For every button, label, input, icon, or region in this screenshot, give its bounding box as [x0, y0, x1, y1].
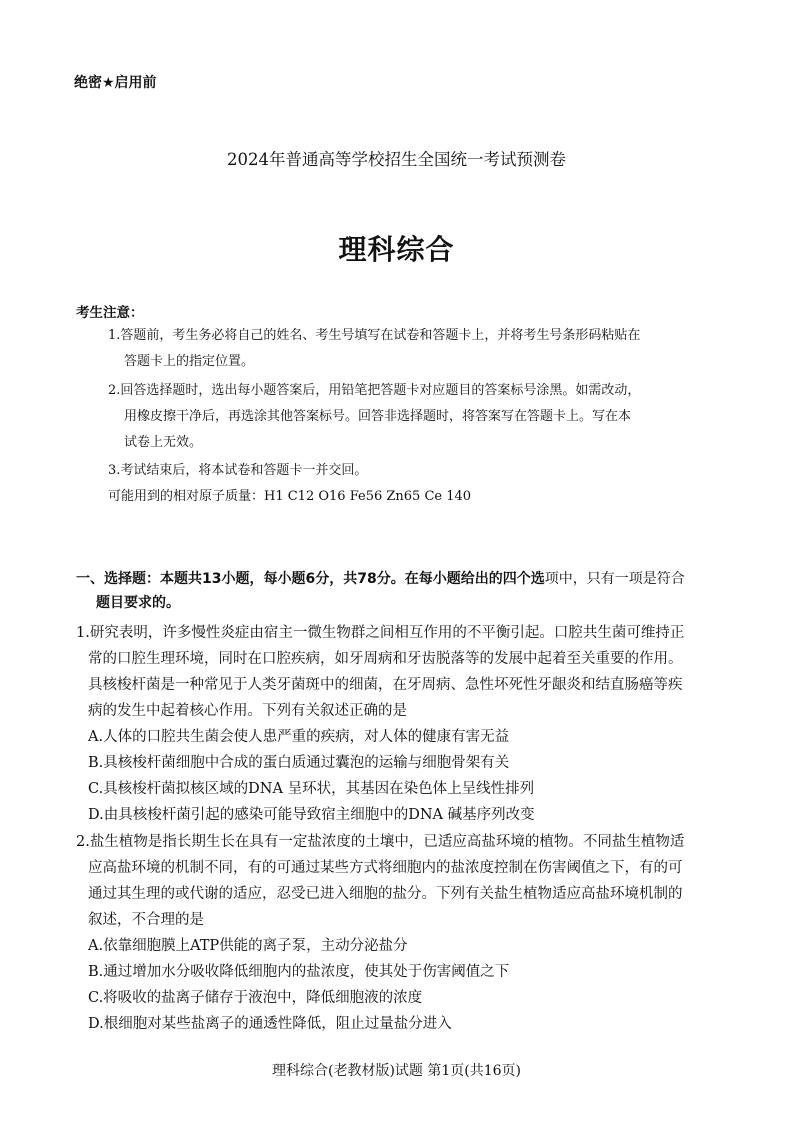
q1-stem-line-2: 常的口腔生理环境，同时在口腔疾病，如牙周病和牙齿脱落等的发展中起着至关重要的作用。 [88, 651, 683, 667]
q2-option-c: C.将吸收的盐离子储存于液泡中，降低细胞液的浓度 [88, 990, 423, 1006]
atomic-masses: 可能用到的相对原子质量：H1 C12 O16 Fe56 Zn65 Ce 140 [108, 489, 472, 504]
q1-option-a: A.人体的口腔共生菌会使人患严重的疾病，对人体的健康有害无益 [88, 729, 510, 745]
page-footer: 理科综合(老教材版)试题 第1页(共16页) [271, 1063, 522, 1079]
notice-heading: 考生注意： [76, 305, 144, 321]
notice-item-2: 2.回答选择题时，选出每小题答案后，用铅笔把答题卡对应题目的答案标号涂黑。如需改动， [108, 383, 641, 398]
q2-stem-line-3: 通过其生理的或代谢的适应，忍受已进入细胞的盐分。下列有关盐生植物适应高盐环境机制的 [88, 886, 683, 902]
notice-item-2-cont: 用橡皮擦干净后，再选涂其他答案标号。回答非选择题时，将答案写在答题卡上。写在本 [124, 409, 632, 424]
q2-stem-line-2: 应高盐环境的机制不同，有的可通过某些方式将细胞内的盐浓度控制在伤害阈值之下，有的可 [88, 860, 683, 876]
notice-item-2-cont2: 试卷上无效。 [124, 435, 203, 450]
q1-option-d: D.由具核梭杆菌引起的感染可能导致宿主细胞中的DNA 碱基序列改变 [88, 807, 535, 823]
q2-option-b: B.通过增加水分吸收降低细胞内的盐浓度，使其处于伤害阈值之下 [88, 964, 510, 980]
q1-stem-line-3: 具核梭杆菌是一种常见于人类牙菌斑中的细菌，在牙周病、急性坏死性牙龈炎和结直肠癌等疾 [88, 677, 683, 693]
section-heading-rest: 项中，只有一项是符合 [544, 571, 685, 587]
section-heading-line2: 题目要求的。 [96, 595, 180, 611]
q1-option-c: C.具核梭杆菌拟核区域的DNA 呈环状，其基因在染色体上呈线性排列 [88, 781, 535, 797]
q2-stem-line-1: 2.盐生植物是指长期生长在具有一定盐浓度的土壤中，已适应高盐环境的植物。不同盐生植物适 [76, 834, 685, 850]
notice-item-3: 3.考试结束后，将本试卷和答题卡一并交回。 [108, 463, 368, 478]
q1-stem-line-4: 病的发生中起着核心作用。下列有关叙述正确的是 [88, 703, 407, 719]
q1-option-b: B.具核梭杆菌细胞中合成的蛋白质通过囊泡的运输与细胞骨架有关 [88, 755, 510, 771]
notice-item-1-cont: 答题卡上的指定位置。 [124, 354, 255, 369]
q2-stem-line-4: 叙述，不合理的是 [88, 912, 204, 928]
q2-option-a: A.依靠细胞膜上ATP供能的离子泵，主动分泌盐分 [88, 938, 408, 954]
section-heading [76, 567, 736, 615]
q1-stem-line-1: 1.研究表明，许多慢性炎症由宿主一微生物群之间相互作用的不平衡引起。口腔共生菌可维持正 [76, 625, 685, 641]
q2-option-d: D.根细胞对某些盐离子的通透性降低，阻止过量盐分进入 [88, 1016, 452, 1032]
exam-title: 2024年普通高等学校招生全国统一考试预测卷 [227, 150, 566, 169]
section-heading-bold: 一、选择题：本题共13小题，每小题6分，共78分。在每小题给出的四个选 [76, 571, 545, 587]
secret-label: 绝密★启用前 [74, 75, 157, 91]
subject-title: 理科综合 [338, 233, 455, 266]
notice-item-1: 1.答题前，考生务必将自己的姓名、考生号填写在试卷和答题卡上，并将考生号条形码粘贴在 [108, 328, 641, 343]
